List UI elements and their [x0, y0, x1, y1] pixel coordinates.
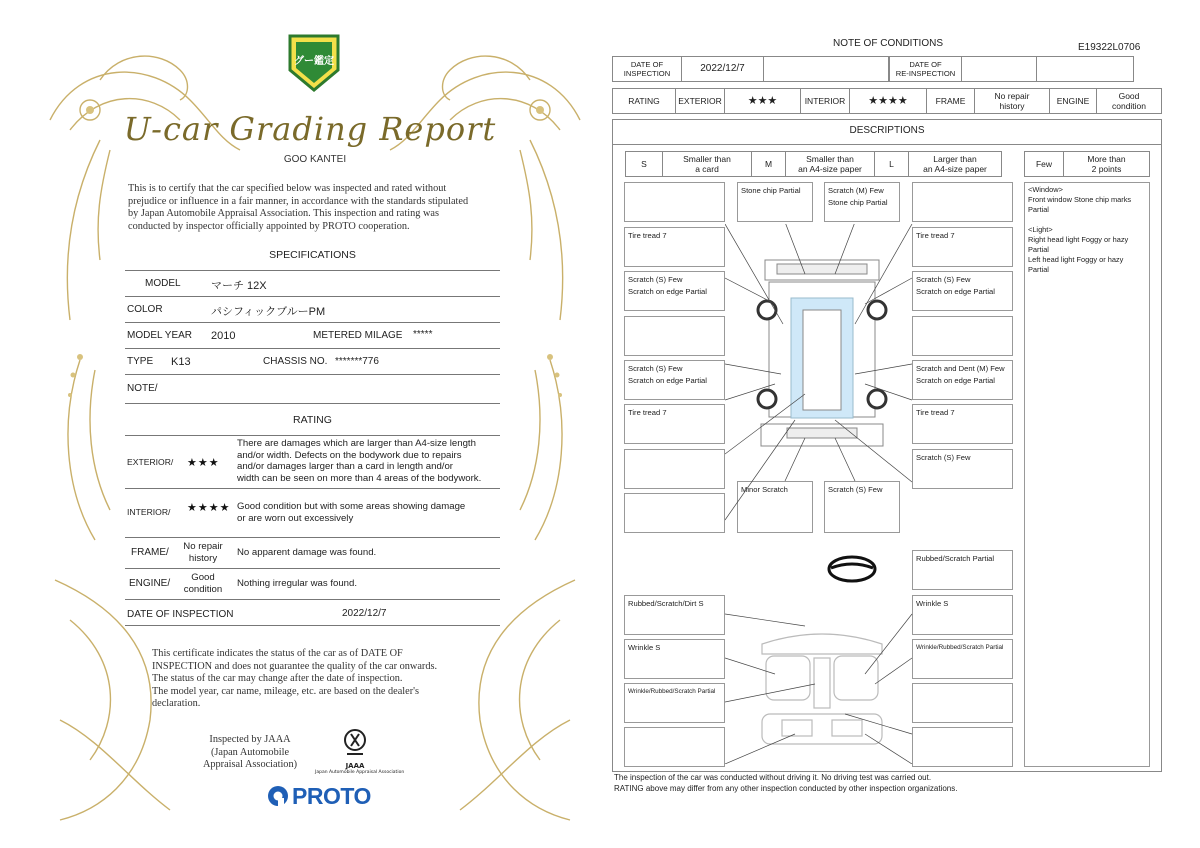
ext-top-mid-right [824, 182, 900, 222]
ext-top-note: Stone chip Partial [741, 186, 801, 195]
legend-s-desc-line: a card [695, 164, 719, 174]
exterior-stars: ★★★ [187, 457, 220, 469]
proto-mark-icon [266, 784, 290, 808]
int-right-box-1 [912, 550, 1013, 590]
int-right-note: Wrinkle S [916, 599, 949, 608]
grading-certificate [40, 20, 590, 835]
exterior-label: EXTERIOR [675, 88, 725, 114]
notes-light-line: Right head light Foggy or hazy [1028, 235, 1129, 244]
legend-more [1063, 151, 1150, 177]
date-reinspection-label-line: RE-INSPECTION [895, 69, 956, 78]
exterior-desc-line: and/or width. Defects on the bodywork due to repairs [237, 449, 462, 461]
ext-left-box-6 [624, 404, 725, 444]
engine-value-line: Good [191, 572, 215, 583]
rating-label: RATING [612, 88, 676, 114]
notes-light-line: Partial [1028, 265, 1049, 274]
ext-left-box-7 [624, 449, 725, 489]
exterior-desc-line: and/or damages larger than a card in length and/or [237, 461, 453, 472]
intro-line: conducted by inspector officially appointed by PROTO cooperation. [128, 220, 410, 232]
exterior-description [237, 438, 499, 484]
intro-line: This is to certify that the car specified below was inspected and rated without [128, 183, 447, 194]
report-subtitle: GOO KANTEI [283, 154, 347, 165]
footer-line: declaration. [152, 698, 201, 709]
exterior-desc-line: There are damages which are larger than A4-size length [237, 438, 476, 449]
int-left-box-2 [624, 639, 725, 679]
notes-window-line: Partial [1028, 205, 1049, 214]
ext-bottom-note: Scratch (S) Few [828, 485, 883, 494]
chassis-value: *******776 [335, 356, 379, 367]
metered-milage-value: ***** [413, 329, 433, 340]
jaaa-logo [315, 728, 405, 780]
conditions-footer-line: The inspection of the car was conducted without driving it. No driving test was carried out. [614, 773, 932, 782]
exterior-label: EXTERIOR/ [127, 457, 174, 467]
proto-logo [266, 780, 371, 812]
frame-description: No apparent damage was found. [237, 547, 377, 558]
date-inspection-label-line: DATE OF [630, 60, 664, 69]
engine-value [177, 572, 229, 595]
interior-description [237, 501, 499, 524]
ext-top-mid-left [737, 182, 813, 222]
color-row [125, 297, 500, 323]
interior-desc-line: or are worn out excessively [237, 512, 354, 524]
frame-label: FRAME [926, 88, 975, 114]
interior-leader-lines [725, 604, 915, 764]
date-inspection-value: 2022/12/7 [681, 56, 764, 82]
int-right-note: Rubbed/Scratch Partial [916, 554, 995, 563]
frame-label: FRAME/ [131, 547, 169, 558]
date-row [125, 600, 500, 626]
legend-s-desc [662, 151, 752, 177]
ext-left-box-3 [624, 271, 725, 311]
model-year-row [125, 323, 500, 349]
descriptions-heading: DESCRIPTIONS [849, 125, 925, 136]
date-label: DATE OF INSPECTION [127, 609, 234, 620]
chassis-label: CHASSIS NO. [263, 356, 328, 367]
int-right-note: Wrinkle/Rubbed/Scratch Partial [916, 644, 1004, 651]
int-left-box-4 [624, 727, 725, 767]
note-label: NOTE/ [127, 383, 158, 394]
ext-bottom-note: Minor Scratch [741, 485, 788, 494]
int-right-box-2 [912, 595, 1013, 635]
frame-value-line: No repair [183, 541, 223, 552]
int-left-box-1 [624, 595, 725, 635]
notes-window-line: <Window> [1028, 185, 1063, 194]
conditions-code: E19322L0706 [1078, 42, 1141, 53]
intro-paragraph [128, 183, 518, 233]
intro-line: by Japan Automobile Appraisal Association. This inspection and rating was [128, 208, 439, 219]
metered-milage-label: METERED MILAGE [313, 330, 403, 341]
footer-line: The status of the car may change after the date of inspection. [152, 673, 403, 684]
ext-right-box-1 [912, 182, 1013, 222]
jaaa-subtext: Japan Automobile Appraisal Association [315, 770, 405, 775]
engine-description: Nothing irregular was found. [237, 578, 357, 589]
conditions-title: NOTE OF CONDITIONS [833, 38, 943, 49]
legend-s: S [625, 151, 663, 177]
interior-stars: ★★★★ [187, 502, 231, 514]
legend-more-line: 2 points [1091, 164, 1122, 174]
descriptions-rule [612, 144, 1162, 145]
inspected-line: (Japan Automobile [210, 746, 290, 758]
inspected-line: Appraisal Association) [202, 759, 298, 770]
rating-heading: RATING [293, 414, 332, 426]
ext-right-note: Scratch (S) Few [916, 275, 971, 284]
interior-label: INTERIOR [800, 88, 850, 114]
ext-right-note: Tire tread 7 [916, 231, 955, 240]
inspected-by [190, 734, 310, 772]
jaaa-emblem-icon [343, 728, 367, 758]
date-inspection-label-line: INSPECTION [623, 69, 671, 78]
color-value: パシフィックブルーPM [211, 306, 326, 318]
int-left-note: Wrinkle S [628, 643, 661, 652]
date-reinspection-label-line: DATE OF [909, 60, 942, 69]
ext-left-note: Scratch on edge Partial [628, 376, 707, 385]
model-label: MODEL [145, 278, 181, 289]
legend-few: Few [1024, 151, 1064, 177]
engine-row [125, 569, 500, 600]
notes-light-line: <Light> [1028, 225, 1053, 234]
legend-l-desc [908, 151, 1002, 177]
ext-top-note: Stone chip Partial [828, 198, 888, 207]
legend-m: M [751, 151, 786, 177]
ext-right-note: Scratch on edge Partial [916, 287, 995, 296]
ext-left-box-1 [624, 182, 725, 222]
exterior-stars: ★★★ [724, 88, 801, 114]
ext-left-note: Scratch (S) Few [628, 364, 683, 373]
ext-left-box-5 [624, 360, 725, 400]
specifications-heading: SPECIFICATIONS [269, 249, 356, 261]
frame-value-line: No repair [994, 91, 1030, 101]
legend-l-desc-line: Larger than [933, 154, 977, 164]
model-year-label: MODEL YEAR [127, 330, 193, 341]
legend-s-desc-line: Smaller than [683, 154, 731, 164]
ext-left-box-4 [624, 316, 725, 356]
model-year-value: 2010 [211, 330, 236, 342]
notes-light-line: Left head light Foggy or hazy [1028, 255, 1124, 264]
date-value: 2022/12/7 [342, 608, 387, 619]
footer-line: This certificate indicates the status of the car as of DATE OF [152, 648, 403, 659]
ext-top-note: Scratch (M) Few [828, 186, 884, 195]
engine-value-line: Good [1118, 91, 1140, 101]
engine-label: ENGINE [1049, 88, 1097, 114]
interior-stars: ★★★★ [849, 88, 927, 114]
footer-line: The model year, car name, mileage, etc. are based on the dealer's [152, 685, 420, 697]
jaaa-text: JAAA [345, 762, 365, 770]
int-left-note: Wrinkle/Rubbed/Scratch Partial [628, 688, 716, 695]
exterior-row [125, 436, 500, 489]
int-right-box-3 [912, 639, 1013, 679]
interior-label: INTERIOR/ [127, 507, 171, 517]
type-label: TYPE [127, 356, 154, 367]
engine-value-line: condition [1111, 101, 1147, 111]
model-row [125, 271, 500, 297]
intro-line: prejudice or influence in a fair manner, in accordance with the standards stipulated [128, 195, 469, 207]
proto-logo-text: PROTO [292, 782, 371, 809]
frame-value [177, 541, 229, 564]
type-row [125, 349, 500, 375]
ext-right-note: Scratch and Dent (M) Few [916, 364, 1005, 373]
badge-text: グー鑑定 [294, 56, 334, 67]
conditions-footer-line: RATING above may differ from any other inspection conducted by other inspection organizations. [614, 784, 958, 793]
legend-m-desc-line: an A4-size paper [798, 164, 862, 174]
legend-m-desc-line: Smaller than [806, 154, 854, 164]
conditions-footer [614, 772, 957, 794]
notes-panel [1024, 182, 1150, 767]
legend-l: L [874, 151, 909, 177]
engine-value-line: condition [183, 583, 223, 595]
interior-desc-line: Good condition but with some areas showing damage [237, 501, 466, 512]
steering-wheel-icon [827, 554, 877, 584]
frame-value-line: history [999, 101, 1025, 111]
ext-left-box-8 [624, 493, 725, 533]
engine-label: ENGINE/ [129, 578, 171, 589]
ext-left-note: Tire tread 7 [628, 231, 667, 240]
ext-right-note: Scratch on edge Partial [916, 376, 995, 385]
frame-row [125, 538, 500, 569]
type-value: K13 [171, 356, 191, 368]
leader-lines [725, 224, 1015, 544]
legend-more-line: More than [1087, 154, 1126, 164]
notes-light-line: Partial [1028, 245, 1049, 254]
frame-value-line: history [188, 552, 218, 564]
note-row [125, 375, 500, 404]
exterior-desc-line: width can be seen on more than 4 areas of the bodywork. [237, 472, 482, 484]
legend-m-desc [785, 151, 875, 177]
note-of-conditions [608, 34, 1168, 804]
int-left-note: Rubbed/Scratch/Dirt S [628, 599, 704, 608]
ext-left-note: Tire tread 7 [628, 408, 667, 417]
rating-row-border [612, 88, 1162, 114]
notes-spacer [1028, 215, 1146, 225]
goo-kantei-badge [286, 30, 342, 94]
ext-left-box-2 [624, 227, 725, 267]
color-label: COLOR [127, 304, 163, 315]
int-right-box-4 [912, 683, 1013, 723]
inspected-line: Inspected by JAAA [209, 734, 291, 745]
date-row-border [612, 56, 1134, 82]
ext-left-note: Scratch on edge Partial [628, 287, 707, 296]
notes-window-line: Front window Stone chip marks [1028, 195, 1132, 204]
report-title: U-car Grading Report [123, 110, 497, 148]
legend-l-desc-line: an A4-size paper [923, 164, 987, 174]
ext-left-note: Scratch (S) Few [628, 275, 683, 284]
model-value: マーチ 12X [211, 280, 267, 292]
interior-row [125, 489, 500, 538]
int-right-box-5 [912, 727, 1013, 767]
ext-right-note: Tire tread 7 [916, 408, 955, 417]
ext-right-note: Scratch (S) Few [916, 453, 971, 462]
footer-paragraph [152, 648, 492, 711]
footer-line: INSPECTION and does not guarantee the quality of the car onwards. [152, 660, 438, 672]
int-left-box-3 [624, 683, 725, 723]
